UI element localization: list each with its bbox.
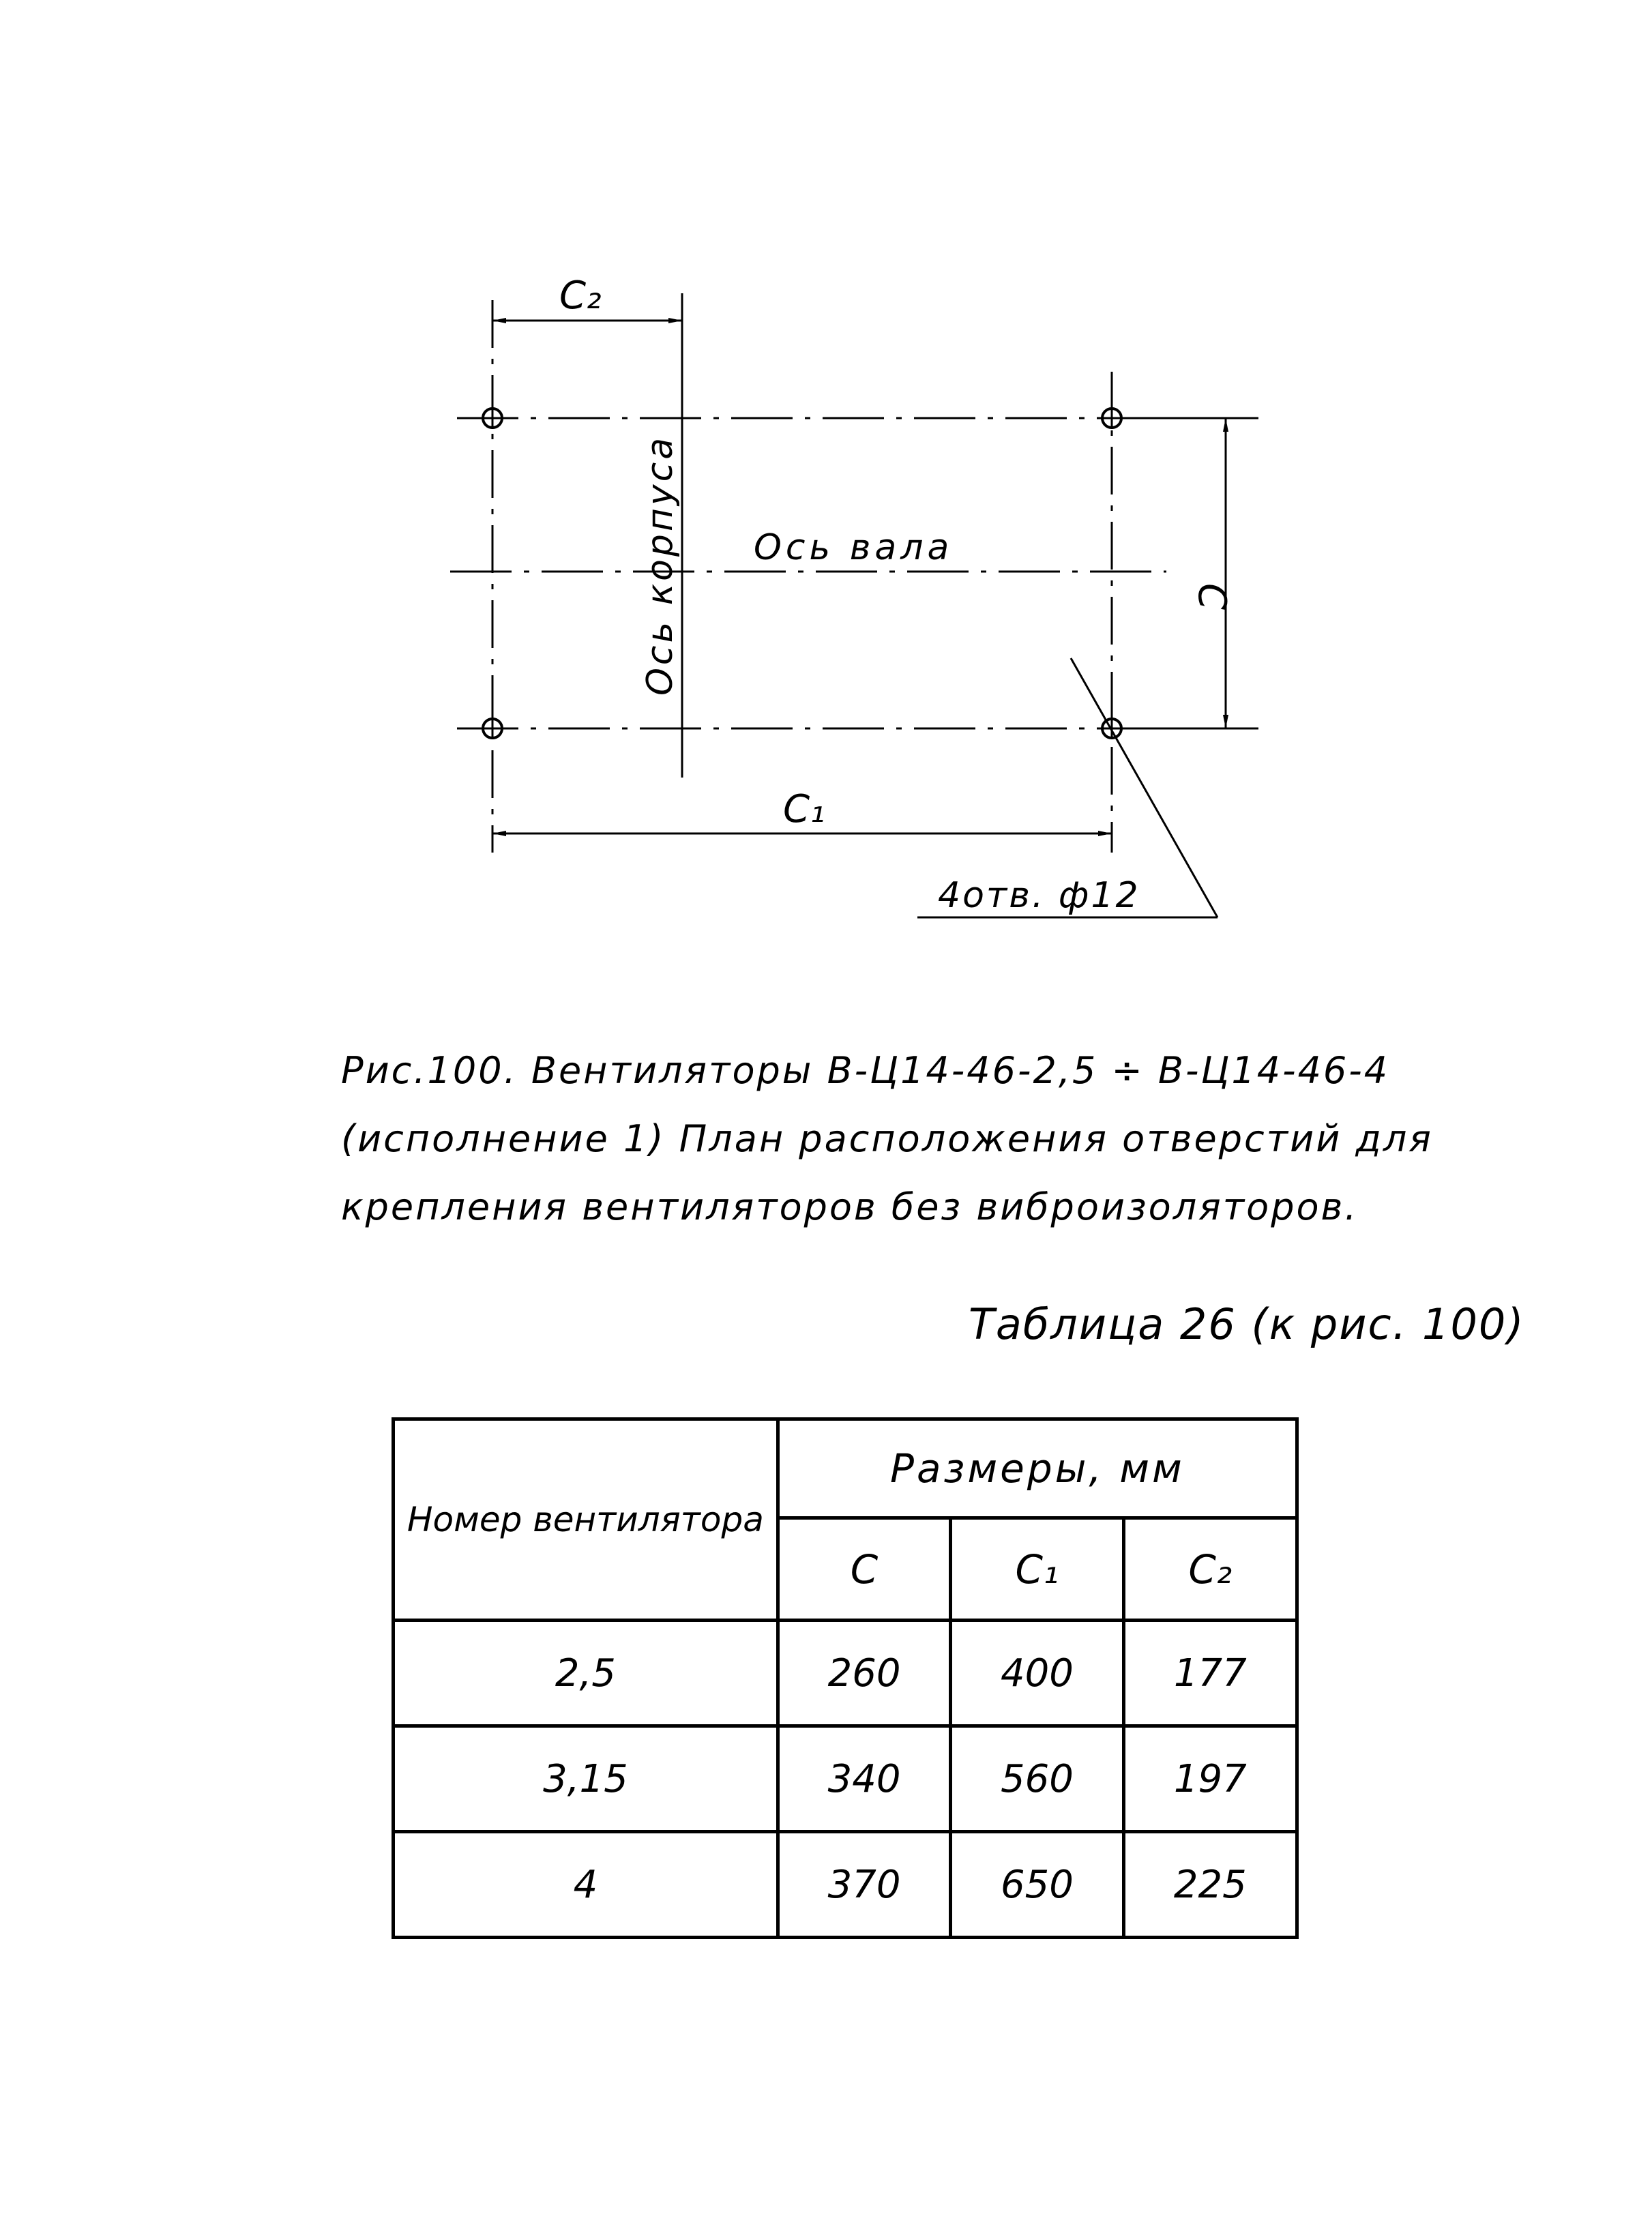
figure-caption bbox=[341, 1037, 1433, 1241]
cell-c2: 197 bbox=[1123, 1726, 1297, 1832]
c-dimension-label: C bbox=[1190, 583, 1234, 610]
table-header-row bbox=[394, 1419, 1297, 1518]
header-c: C bbox=[778, 1518, 950, 1621]
cell-c1: 650 bbox=[951, 1832, 1123, 1938]
dimensions-table bbox=[392, 1417, 1299, 1939]
cell-c1: 560 bbox=[951, 1726, 1123, 1832]
table-row bbox=[394, 1832, 1297, 1938]
caption-line-2: (исполнение 1) План расположения отверстий для bbox=[341, 1117, 1433, 1160]
cell-fan-number: 2,5 bbox=[394, 1621, 778, 1726]
body-axis-label: Ось корпуса bbox=[640, 434, 681, 696]
caption-line-3: крепления вентиляторов без виброизоляторов. bbox=[341, 1185, 1359, 1228]
hole-layout-drawing bbox=[0, 0, 1652, 1009]
header-c1: C₁ bbox=[951, 1518, 1123, 1621]
header-c2: C₂ bbox=[1123, 1518, 1297, 1621]
c2-dimension-label: C₂ bbox=[559, 274, 602, 318]
caption-line-1: Рис.100. Вентиляторы В-Ц14-46-2,5 ÷ В-Ц14-46-4 bbox=[341, 1049, 1390, 1092]
cell-c: 370 bbox=[778, 1832, 950, 1938]
shaft-axis-label: Ось вала bbox=[754, 527, 954, 568]
cell-c: 260 bbox=[778, 1621, 950, 1726]
table-title: Таблица 26 (к рис. 100) bbox=[969, 1299, 1525, 1349]
cell-c1: 400 bbox=[951, 1621, 1123, 1726]
c1-dimension-label: C₁ bbox=[783, 787, 825, 831]
cell-c2: 225 bbox=[1123, 1832, 1297, 1938]
cell-fan-number: 3,15 bbox=[394, 1726, 778, 1832]
cell-c: 340 bbox=[778, 1726, 950, 1832]
cell-fan-number: 4 bbox=[394, 1832, 778, 1938]
table-row bbox=[394, 1726, 1297, 1832]
table-row bbox=[394, 1621, 1297, 1726]
cell-c2: 177 bbox=[1123, 1621, 1297, 1726]
hole-callout-label: 4отв. ф12 bbox=[938, 875, 1140, 916]
header-sizes: Размеры, мм bbox=[778, 1419, 1297, 1518]
header-fan-number: Номер вентилятора bbox=[394, 1419, 778, 1621]
